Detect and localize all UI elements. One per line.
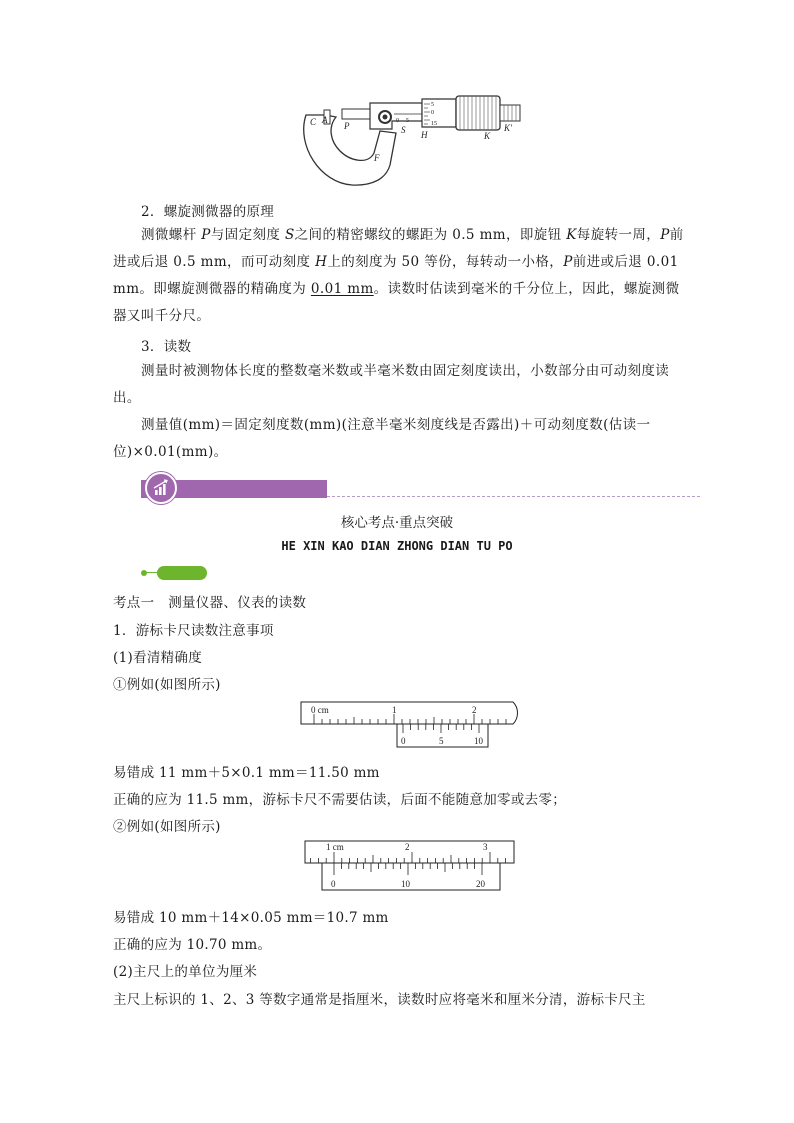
label-C: C <box>310 117 317 127</box>
section3-paragraph-1: 测量时被测物体长度的整数毫米数或半毫米数由固定刻度读出，小数部分由可动刻度读出。 <box>113 363 670 406</box>
knurled-barrel <box>456 96 500 130</box>
green-tag <box>157 566 207 580</box>
wrong-reading-1: 易错成 11 mm＋5×0.1 mm＝11.50 mm <box>113 765 380 781</box>
precision-value: 0.01 mm <box>310 281 374 297</box>
vernier-caliper-figure-2 <box>304 840 516 895</box>
sleeve <box>370 103 422 129</box>
label-A: A <box>322 115 328 125</box>
dashed-divider <box>327 496 700 497</box>
label-P: P <box>344 121 350 131</box>
label-F: F <box>374 153 380 163</box>
thimble-num-5: 5 <box>431 102 434 108</box>
correct-reading-2: 正确的应为 10.70 mm。 <box>113 937 272 953</box>
main-label-1cm: 1 cm <box>326 842 344 852</box>
vernier-caliper-figure-1 <box>300 700 522 750</box>
vernier-label-5: 5 <box>439 736 444 746</box>
vernier-label-10: 10 <box>401 879 410 889</box>
main-label-3: 3 <box>483 842 488 852</box>
tag-dot <box>141 570 147 576</box>
section3-paragraph-2: 测量值(mm)＝固定刻度数(mm)(注意半毫米刻度线是否露出)＋可动刻度数(估读一位)×0.01(mm)。 <box>113 417 651 460</box>
label-S: S <box>401 125 406 135</box>
main-label-1: 1 <box>392 705 397 715</box>
main-label-2: 2 <box>405 842 410 852</box>
main-label-0cm: 0 cm <box>311 705 329 715</box>
ratchet <box>500 105 520 121</box>
section2-heading: 2．螺旋测微器的原理 <box>141 204 275 220</box>
last-line: 主尺上标识的 1、2、3 等数字通常是指厘米，读数时应将毫米和厘米分清，游标卡尺主 <box>113 992 646 1008</box>
core-pinyin: HE XIN KAO DIAN ZHONG DIAN TU PO <box>281 539 513 553</box>
wrong-reading-2: 易错成 10 mm＋14×0.05 mm＝10.7 mm <box>113 910 389 926</box>
chart-badge-icon <box>145 472 177 504</box>
vernier-label-20: 20 <box>476 879 485 889</box>
micrometer-figure <box>300 95 530 190</box>
thimble-num-0: 0 <box>431 110 434 116</box>
vernier-label-0: 0 <box>401 736 406 746</box>
thimble-num-15: 15 <box>431 121 437 127</box>
main-label-2: 2 <box>472 705 477 715</box>
correct-reading-1: 正确的应为 11.5 mm，游标卡尺不需要估读，后面不能随意加零或去零； <box>113 792 567 808</box>
label-H: H <box>421 130 428 140</box>
core-title: 核心考点·重点突破 <box>340 515 454 531</box>
example-1-label: ①例如(如图所示) <box>113 677 221 693</box>
section3-heading: 3．读数 <box>141 339 192 355</box>
section2-paragraph: 测微螺杆 P与固定刻度 S之间的精密螺纹的螺距为 0.5 mm，即旋钮 K每旋转一周，P前进或后退 0.5 mm，而可动刻度 H上的刻度为 50 等份，每转动一小格，P前进或后退 0.01 mm。即螺旋测微器的精确度为 0.01 mm。读数时估读到毫米的千分位上，因此，螺旋测微器又叫千分尺。 <box>113 227 684 324</box>
sleeve-num-0: 0 <box>396 118 399 124</box>
example-2-label: ②例如(如图所示) <box>113 819 221 835</box>
kaodian-sub1a: (1)看清精确度 <box>113 650 203 666</box>
kaodian-sub1: 1．游标卡尺读数注意事项 <box>113 623 274 639</box>
label-K-prime: K′ <box>504 123 512 133</box>
vernier-label-10: 10 <box>474 736 483 746</box>
kaodian-title: 考点一 测量仪器、仪表的读数 <box>113 595 307 611</box>
vernier-label-0: 0 <box>331 879 336 889</box>
label-K: K <box>484 131 491 141</box>
thimble <box>422 99 456 127</box>
sleeve-num-5: 5 <box>406 118 409 124</box>
kaodian-sub1b: (2)主尺上的单位为厘米 <box>113 964 258 980</box>
